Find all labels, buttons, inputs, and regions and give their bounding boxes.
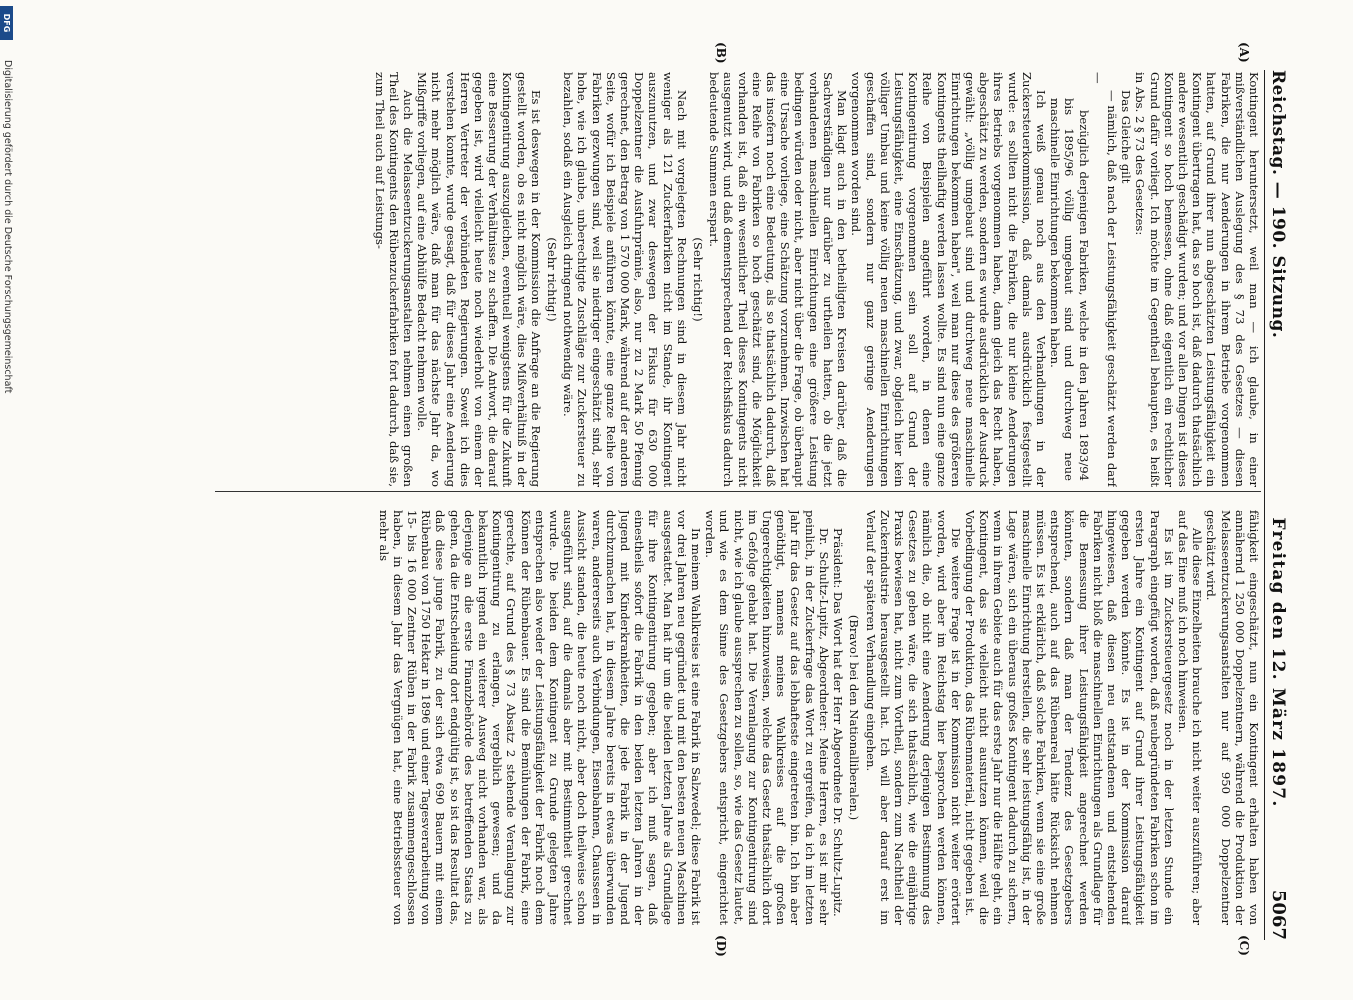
paragraph: In meinem Wahlkreise ist eine Fabrik in Salzwedel; diese Fabrik ist vor drei Jahren neu gegründet und mit den besten neuen Maschinen ausgestattet. Man hat ihr um die beiden letzten Jahre als Grundlage für ihre Kontingentirung gegeben; aber ich muß sagen, daß einestheils sofort die Fabrik in den beiden letzten Jahren in der Jugend mit Kinderkrankheiten, die jede Fabrik in der Jugend durchzumachen hat, in diesem Jahre bereits in etwas überwunden waren, andererseits auch Verbindungen, Eisenbahnen, Chausseen in Aussicht standen, die heute noch nicht, aber doch theilweise schon ausgeführt sind, auf die damals aber mit Bestimmtheit gerechnet wurde. Die beiden dem Kontingent zu Grunde gelegten Jahre entsprechen also weder der Leistungsfähigkeit der Fabrik noch dem Können der Rübenbauer. Es sind die Bemühungen der Fabrik, eine gerechte, auf Grund des § 73 Absatz 2 stehende Veranlagung zur Kontingentirung zu erlangen, vergeblich gewesen; und da bekanntlich irgend ein weiterer Ausweg nicht vorhanden war, als derjenige an die erste Finanzbehörde des betreffenden Staats zu gehen, da die Entscheidung dort endgültig ist, so ist das Resultat das, daß diese junge Fabrik, zu der sich etwa 690 Bauern mit einem Rübenbau von 1750 Hektar in 1896 und einer Tagesverarbeitung von 15- bis 16 000 Zentner Rüben in der Fabrik zusammengeschlossen haben, in diesem Jahr das Vergnügen hat, eine Betriebssteuer von mehr als [376,510,704,925]
paragraph: Die weitere Frage ist in der Kommission nicht weiter erörtert worden, wird aber im Reichstag hier besprochen werden können, nämlich die, ob nicht eine Aenderung derjenigen Bestimmung des Gesetzes zu geben wäre, die sich thatsächlich, wie die einjährige Praxis bewiesen hat, nicht zum Vortheil, sondern zum Nachtheil der Zuckerindustrie herausgestellt hat. Ich will aber darauf erst im Verlauf der späteren Verhandlung eingehen. [863,510,963,925]
margin-letter-b: (B) [714,42,728,64]
paragraph: Ich weiß genau noch aus den Verhandlungen in der Zuckersteuerkommission, daß damals ausdrücklich festgestellt wurde: es sollten nicht die Fabriken, die nur kleine Aenderungen ihres Betriebs vorgenommen haben, dann gleich das Recht haben, abgeschätzt zu werden, sondern es wurde ausdrücklich der Ausdruck gewählt: „völlig umgebaut sind und durchweg neue maschinelle Einrichtungen bekommen haben", weil man nur diese des größeren Kontingents theilhaftig werden lassen wollte. Es sind nun eine ganze Reihe von Beispielen angeführt worden, in denen eine Kontingentirung vorgenommen sein soll auf Grund der Leistungsfähigkeit, eine Einschätzung, und zwar, obgleich hier kein völliger Umbau und keine völlig neuen maschinellen Einrichtungen geschaffen sind, sondern nur ganz geringe Aenderungen vorgenommen worden sind. [849,72,1048,487]
dfg-logo: DFG [0,6,13,40]
paragraph: Alle diese Einzelheiten brauche ich nicht weiter auszuführen; aber auf das Eine muß ich noch hinweisen. [1175,510,1205,925]
margin-letter-c: (C) [1237,935,1251,956]
paragraph: Auch die Melasseentzuckerungsanstalten nehmen einen großen Theil des Kontingents den Rübenzuckerfabriken fort dadurch, daß sie, zum Theil auch auf Leistungs- [372,72,416,487]
paragraph: Man klagt auch in den betheiligten Kreisen darüber, daß die Sachverständigen nur darüber zu urtheilen hatten, ob die jetzt vorhandenen maschinellen Einrichtungen eine größere Leistung bedingen würden oder nicht, aber nicht über die Frage, ob überhaupt eine Ursache vorliege, eine Schätzung vorzunehmen. Inzwischen hat das insofern noch eine Bedeutung, als so thatsächlich dadurch, daß eine Reihe von Fabriken so hoch geschätzt sind, die Möglichkeit vorhanden ist, daß ein wesentlicher Theil dieses Kontingents nicht ausgenutzt wird, und daß dementsprechend der Reichsfiskus dadurch bedeutende Summen erspart. [707,72,850,487]
margin-letter-a: (A) [1237,42,1251,63]
quoted-paragraph: bezüglich derjenigen Fabriken, welche in den Jahren 1893/94 bis 1895/96 völlig umgebaut sind und durchweg neue maschinelle Einrichtungen bekommen haben. [1048,98,1091,481]
speaker-paragraph: Dr. Schultz-Lupitz, Abgeordneter: Meine Herren, es ist mir sehr peinlich, in der Zuckerfrage das Wort zu ergreifen, da ich im letzten Jahr für das Gesetz auf das lebhafteste eingetreten bin. Ich bin aber genöthigt, namens meines Wahlkreises auf die großen Ungerechtigkeiten hinzuweisen, welche das Gesetz thatsächlich dort im Gefolge gehabt hat. Die Veranlagung zur Kontingentirung sind nicht, wie ich glaube aussprechen zu sollen, so, wie das Gesetz lautet, und wie es dem Sinne des Gesetzgebers entspricht, eingerichtet worden. [703,510,831,925]
interjection: (Sehr richtig!) [545,237,560,322]
paragraph: Es ist deswegen in der Kommission die Anfrage an die Regierung gestellt worden, ob es nicht möglich wäre, dies Mißverhältniß in der Kontingentirung auszugleichen, eventuell wenigstens für die Zukunft eine Besserung der Verhältnisse zu schaffen. Die Antwort, die darauf gegeben ist, wird vielleicht heute noch wiederholt von einem der Herren Vertreter der verbündeten Regierungen. Soweit ich dies verstehen konnte, wurde gesagt, daß für dieses Jahr eine Aenderung nicht mehr möglich wäre, daß man für das nächste Jahr da, wo Mißgriffe vorliegen, auf eine Abhülfe Bedacht nehmen wolle. [415,72,543,487]
header-left-title: Reichstag. — 190. Sitzung. [1268,70,1288,339]
page-header [1264,70,1298,940]
paragraph: Kontingent heruntersetzt, weil man — ich glaube, in einer mißverständlichen Auslegung des § 73 des Gesetzes — diesen Fabriken, die nur Aenderungen in ihrem Betriebe vorgenommen hatten, auf Grund ihrer nun abgeschätzten Leistungsfähigkeit ein Kontingent übertragen hat, das so hoch ist, daß dadurch thatsächlich andere wesentlich geschädigt wurden; und vor allen Dingen ist dieses Kontingent so hoch bemessen, ohne daß eigentlich ein rechtlicher Grund dafür vorliegt. Ich möchte im Gegentheil behaupten, es heißt in Abs. 2 § 73 des Gesetzes: [1133,72,1261,487]
page-footer [0,0,13,1000]
paragraph: Es ist im Zuckersteuergesetz noch in der letzten Stunde ein Paragraph eingefügt worden, daß neubegründeten Fabriken schon im ersten Jahre ein Kontingent auf Grund ihrer Leistungsfähigkeit gegeben werden könnte. Es ist in der Kommission darauf hingewiesen, daß diesen neu entstandenen und entstehenden Fabriken nicht bloß die maschinellen Einrichtungen als Grundlage für die Bemessung ihrer Leistungsfähigkeit angerechnet werden könnten, sondern daß man der Tendenz des Gesetzgebers entsprechend, auch auf das Rübenareal hätte Rücksicht nehmen müssen. Es ist erklärlich, daß solche Fabriken, wenn sie eine große maschinelle Einrichtung herstellen, die sehr leistungsfähig ist, in der Lage wären, sich ein überaus großes Kontingent dadurch zu sichern, wenn in ihrem Gebiete auch für das erste Jahr nur die Hälfte geht, ein Kontingent, das sie vielleicht nicht ausnutzen können, weil die Vorbedingung der Produktion, das Rübenmaterial, nicht gegeben ist. [962,510,1176,925]
left-column [215,72,1261,487]
page-number: 5067 [1268,889,1289,940]
footer-credit: Digitalisierung gefördert durch die Deutsche Forschungsgemeinschaft [2,60,13,394]
right-column [215,510,1261,925]
speaker-paragraph: Präsident: Das Wort hat der Herr Abgeordnete Dr. Schultz-Lupitz. [831,528,846,917]
margin-letter-d: (D) [714,935,728,957]
paragraph: fähigkeit eingeschätzt, nun ein Kontingent erhalten haben von annähernd 1 250 000 Doppelzentnern, während die Produktion der Melasseentzuckerungsanstalten nur auf 950 000 Doppelzentner geschätzt wird. [1204,510,1261,925]
header-date: Freitag den 12. März 1897. [1268,517,1288,808]
column-divider [215,491,1261,492]
interjection: (Sehr richtig!) [691,237,706,322]
paragraph: Das Gleiche gilt [1119,90,1134,184]
paragraph: — nämlich, daß nach der Leistungsfähigkeit geschätzt werden darf — [1090,72,1119,487]
paragraph: Nach mit vorgelegten Rechnungen sind in diesem Jahr nicht weniger als 121 Zuckerfabriken nicht im Stande, ihr Kontingent auszunutzen, und zwar deswegen der Fiskus für 630 000 Doppelzentner die Ausfuhrprämie, also, nur zu 2 Mark 50 Pfennig gerechnet, den Betrag von 1 570 000 Mark, während auf der anderen Seite, wofür ich Beispiele anführen könnte, eine ganze Reihe von Fabriken gezwungen sind, weil sie niedriger eingeschätzt sind, sehr hohe, wie ich glaube, unberechtigte Zuschläge zur Zuckersteuer zu bezahlen, sodaß ein Ausgleich dringend nothwendig wäre. [561,72,689,487]
interjection: (Bravo! bei den Nationalliberalen.) [847,614,862,821]
